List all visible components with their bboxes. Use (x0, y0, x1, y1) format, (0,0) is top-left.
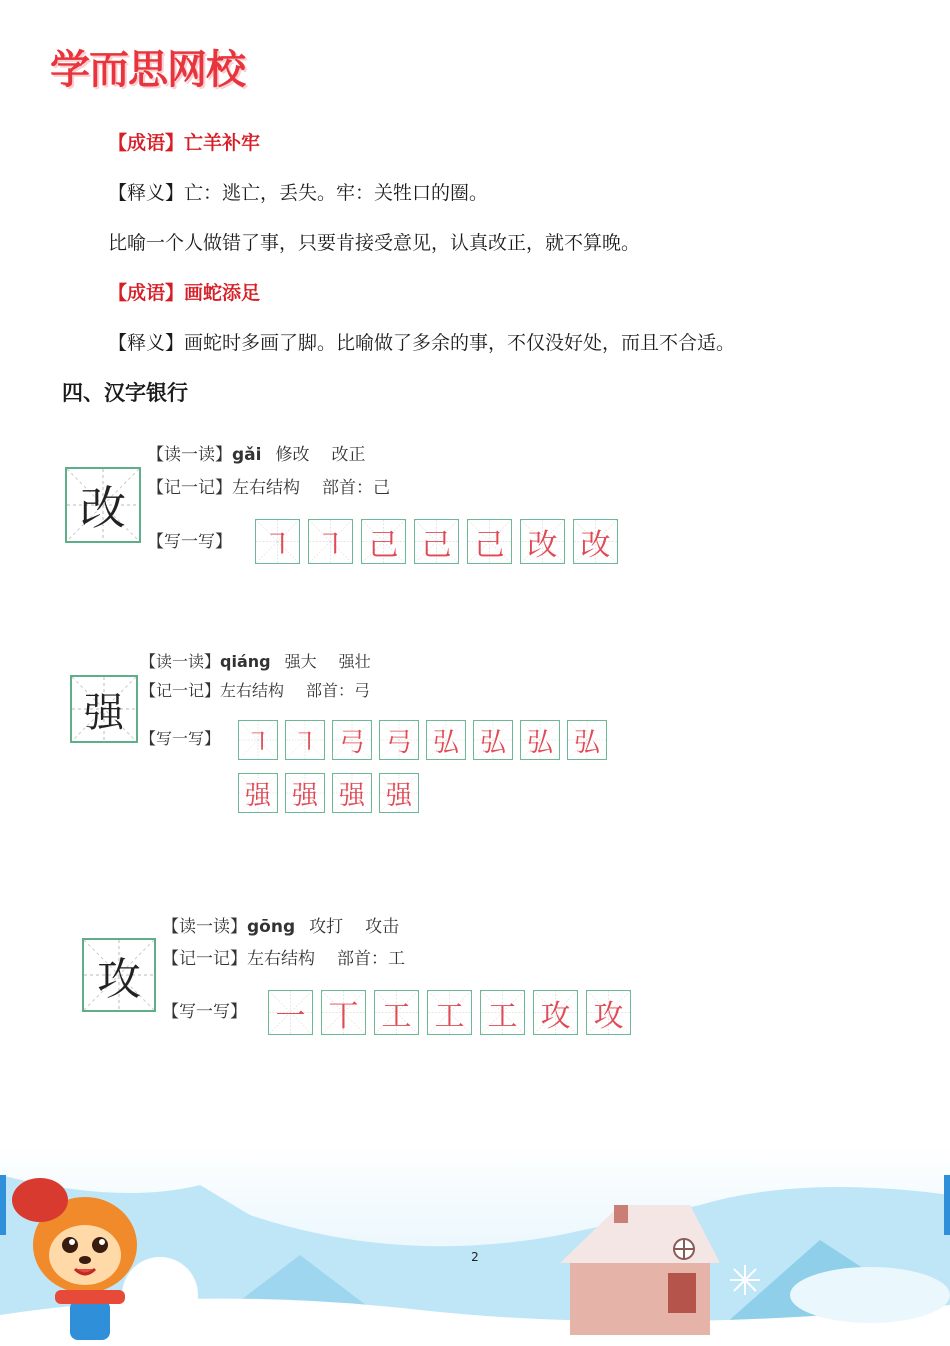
snowflake-icon (730, 1265, 760, 1295)
char-1-structure: 左右结构 (232, 478, 300, 498)
char-3-stroke-glyph-5: 工 (487, 998, 518, 1034)
char-2-write-label: 【写一写】 (140, 729, 221, 748)
idiom-1-meaning-text: 亡：逃亡，丢失。牢：关牲口的圈。 (184, 182, 489, 204)
char-3-stroke-glyph-7: 攻 (593, 998, 624, 1034)
char-1-stroke-glyph-3: 己 (368, 527, 399, 563)
char-3-stroke-cell-5 (480, 990, 525, 1035)
char-2-stroke-glyph-10: 强 (291, 780, 318, 811)
idiom-2-heading (108, 278, 260, 305)
char-1-stroke-cell-3 (361, 519, 406, 564)
idiom-1-meaning (108, 178, 488, 205)
char-3-stroke-glyph-3: 工 (381, 998, 412, 1034)
char-2-remember (140, 678, 370, 701)
brand-logo: 学而思网校 (50, 47, 245, 93)
char-1-read-label: 【读一读】 (147, 445, 232, 465)
char-2-stroke-cell-2 (285, 720, 325, 760)
char-3-stroke-cell-1 (268, 990, 313, 1035)
char-2-stroke-glyph-7: 弘 (526, 727, 553, 758)
char-2-remember-label: 【记一记】 (140, 681, 221, 700)
char-2-pinyin: qiáng (220, 652, 271, 671)
char-2-stroke-glyph-11: 强 (338, 780, 365, 811)
char-3-stroke-cell-4 (427, 990, 472, 1035)
char-3-pinyin: gōng (247, 917, 296, 937)
char-2-stroke-cell-7 (520, 720, 560, 760)
char-2-stroke-cell-1 (238, 720, 278, 760)
char-1-radical: 己 (373, 478, 390, 498)
char-3-remember-label: 【记一记】 (162, 949, 247, 969)
char-3-stroke-glyph-2: 丅 (328, 998, 359, 1034)
char-2-stroke-cell-10 (285, 773, 325, 813)
char-2-stroke-glyph-1: ㇕ (244, 727, 271, 758)
char-1-write-label: 【写一写】 (147, 532, 232, 552)
char-2-glyph: 强 (84, 689, 124, 736)
char-3-stroke-cell-7 (586, 990, 631, 1035)
char-1-stroke-glyph-4: 己 (421, 527, 452, 563)
char-2-word-2: 强壮 (338, 652, 371, 671)
char-2-read-label: 【读一读】 (140, 652, 221, 671)
char-2-stroke-cell-5 (426, 720, 466, 760)
char-3-word-2: 攻击 (365, 917, 400, 937)
char-3-radical: 工 (388, 949, 405, 969)
char-3-remember (162, 944, 405, 969)
footer-illustration (0, 1145, 950, 1346)
char-1-stroke-row (255, 519, 626, 564)
char-2-stroke-glyph-2: ㇕ (291, 727, 318, 758)
char-1-stroke-glyph-5: 己 (474, 527, 505, 563)
char-2-radical: 弓 (354, 681, 371, 700)
char-1-box (65, 467, 141, 543)
snowman-icon (122, 1257, 198, 1333)
char-3-stroke-glyph-4: 工 (434, 998, 465, 1034)
char-2-stroke-glyph-4: 弓 (385, 727, 412, 758)
idiom-1-meaning-label: 【释义】 (108, 182, 185, 204)
char-1-radical-label: 部首： (322, 478, 373, 498)
char-3-stroke-glyph-1: 一 (275, 998, 306, 1034)
idiom-1-term: 亡羊补牢 (184, 132, 261, 154)
char-2-stroke-glyph-8: 弘 (573, 727, 600, 758)
char-3-glyph: 攻 (97, 954, 141, 1005)
char-2-stroke-glyph-6: 弘 (479, 727, 506, 758)
char-2-radical-label: 部首： (306, 681, 355, 700)
idiom-1-extra: 比喻一个人做错了事，只要肯接受意见，认真改正，就不算晚。 (108, 232, 641, 254)
char-3-structure: 左右结构 (247, 949, 315, 969)
char-2-stroke-glyph-9: 强 (244, 780, 271, 811)
char-3-box (82, 938, 156, 1012)
char-2-box (70, 675, 138, 743)
char-1-word-1: 修改 (275, 445, 310, 465)
char-1-stroke-cell-5 (467, 519, 512, 564)
char-3-stroke-cell-3 (374, 990, 419, 1035)
char-1-remember-label: 【记一记】 (147, 478, 232, 498)
char-3-stroke-cell-2 (321, 990, 366, 1035)
page-number: 2 (471, 1250, 479, 1264)
char-1-pinyin: gǎi (232, 445, 262, 465)
char-1-stroke-glyph-2: ㇕ (315, 527, 346, 563)
char-2-stroke-cell-3 (332, 720, 372, 760)
char-2-stroke-cell-4 (379, 720, 419, 760)
char-2-structure: 左右结构 (220, 681, 285, 700)
char-2-stroke-glyph-5: 弘 (432, 727, 459, 758)
idiom-1-label: 【成语】 (108, 132, 185, 154)
char-1-stroke-cell-4 (414, 519, 459, 564)
char-3-read (162, 912, 421, 937)
char-2-read (140, 649, 393, 672)
char-1-stroke-glyph-6: 改 (527, 527, 558, 563)
idiom-2-term: 画蛇添足 (184, 282, 261, 304)
char-3-read-label: 【读一读】 (162, 917, 247, 937)
char-2-stroke-glyph-12: 强 (385, 780, 412, 811)
char-1-stroke-cell-6 (520, 519, 565, 564)
idiom-2-meaning-label: 【释义】 (108, 332, 185, 354)
char-1-read (147, 440, 387, 465)
char-2-word-1: 强大 (284, 652, 317, 671)
char-3-word-1: 攻打 (309, 917, 344, 937)
idiom-2-meaning (108, 328, 735, 355)
char-1-word-2: 改正 (331, 445, 366, 465)
char-2-stroke-cell-6 (473, 720, 513, 760)
char-3-write-label: 【写一写】 (162, 1002, 247, 1022)
char-2-stroke-row-2 (238, 773, 426, 813)
char-3-stroke-cell-6 (533, 990, 578, 1035)
idiom-2-label: 【成语】 (108, 282, 185, 304)
char-3-stroke-glyph-6: 攻 (540, 998, 571, 1034)
char-2-stroke-row-1 (238, 720, 614, 760)
char-2-stroke-glyph-3: 弓 (338, 727, 365, 758)
char-1-stroke-cell-1 (255, 519, 300, 564)
char-3-stroke-row (268, 990, 639, 1035)
char-1-remember (147, 473, 390, 498)
char-1-stroke-glyph-7: 改 (580, 527, 611, 563)
char-1-stroke-cell-7 (573, 519, 618, 564)
char-2-stroke-cell-11 (332, 773, 372, 813)
idiom-1-heading (108, 128, 260, 155)
char-2-stroke-cell-12 (379, 773, 419, 813)
char-1-glyph: 改 (80, 481, 126, 535)
char-3-radical-label: 部首： (337, 949, 388, 969)
section-title: 四、汉字银行 (62, 381, 188, 405)
idiom-2-meaning-text: 画蛇时多画了脚。比喻做了多余的事，不仅没好处，而且不合适。 (184, 332, 736, 354)
char-1-stroke-glyph-1: ㇕ (262, 527, 293, 563)
char-2-stroke-cell-9 (238, 773, 278, 813)
char-2-stroke-cell-8 (567, 720, 607, 760)
char-1-stroke-cell-2 (308, 519, 353, 564)
